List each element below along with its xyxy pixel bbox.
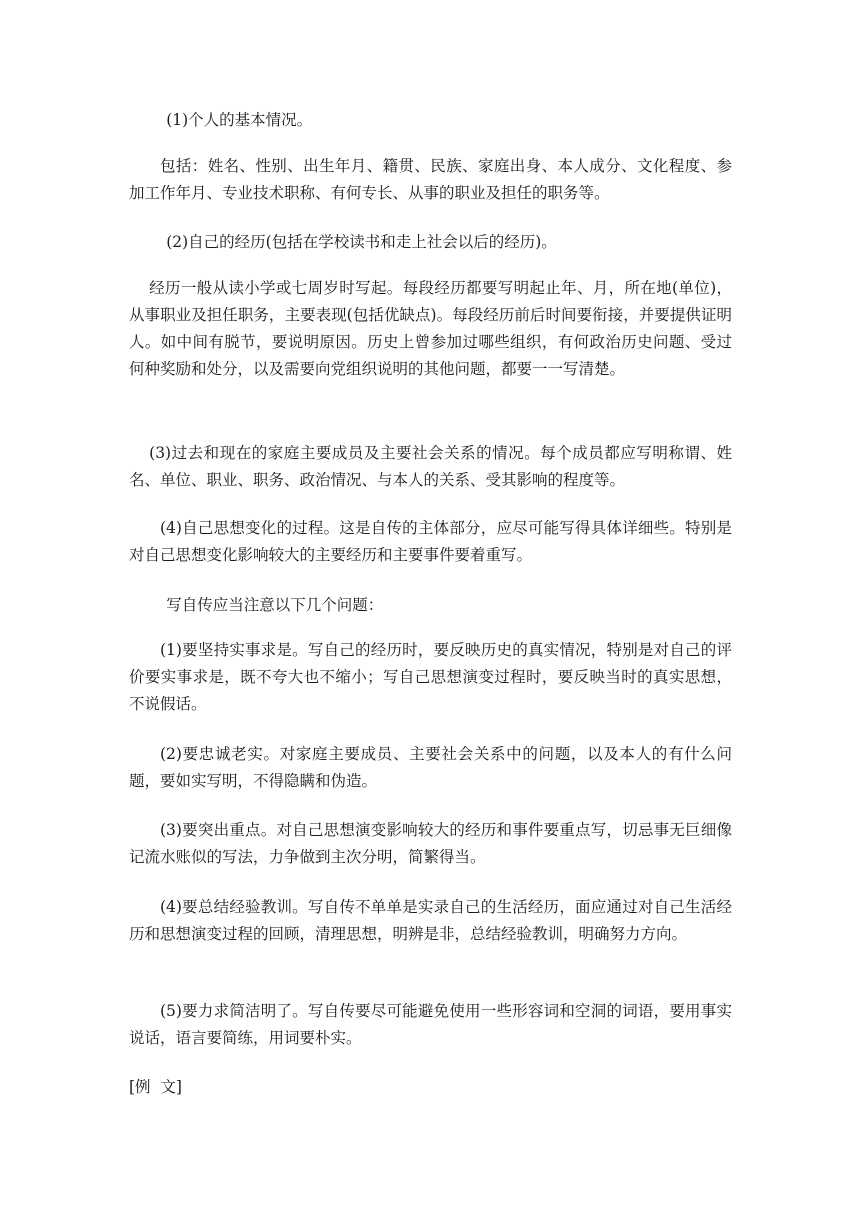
paragraph-note-2: (2)要忠诚老实。对家庭主要成员、主要社会关系中的问题，以及本人的有什么问题，要如实写明，不得隐瞒和伪造。 <box>129 745 732 790</box>
example-text-heading: [例 文] <box>129 1078 182 1096</box>
paragraph-note-1: (1)要坚持实事求是。写自己的经历时，要反映历史的真实情况，特别是对自己的评价要实事求是，既不夸大也不缩小；写自己思想演变过程时，要反映当时的真实思想，不说假话。 <box>129 641 732 713</box>
paragraph-note-4: (4)要总结经验教训。写自传不单单是实录自己的生活经历，面应通过对自己生活经历和思想演变过程的回顾，清理思想，明辨是非，总结经验教训，明确努力方向。 <box>129 898 732 943</box>
paragraph-note-5: (5)要力求简洁明了。写自传要尽可能避免使用一些形容词和空洞的词语，要用事实说话，语言要简练，用词要朴实。 <box>129 1002 732 1047</box>
paragraph-basic-info-body: 包括：姓名、性别、出生年月、籍贯、民族、家庭出身、本人成分、文化程度、参加工作年月、专业技术职称、有何专长、从事的职业及担任的职务等。 <box>129 157 732 202</box>
paragraph-basic-info-heading: (1)个人的基本情况。 <box>166 111 313 129</box>
paragraph-experience-body: 经历一般从读小学或七周岁时写起。每段经历都要写明起止年、月，所在地(单位)，从事职业及担任职务，主要表现(包括优缺点)。每段经历前后时间要衔接，并要提供证明人。如中间有脱节，要说明原因。历史上曾参加过哪些组织，有何政治历史问题、受过何种奖励和处分，以及需要向党组织说明的其他问题，都要一一写清楚。 <box>129 279 732 378</box>
paragraph-thought-process: (4)自己思想变化的过程。这是自传的主体部分，应尽可能写得具体详细些。特别是对自己思想变化影响较大的主要经历和主要事件要着重写。 <box>129 519 732 564</box>
paragraph-experience-heading: (2)自己的经历(包括在学校读书和走上社会以后的经历)。 <box>166 233 557 251</box>
paragraph-notes-heading: 写自传应当注意以下几个问题： <box>166 596 384 614</box>
paragraph-note-3: (3)要突出重点。对自己思想演变影响较大的经历和事件要重点写，切忌事无巨细像记流水账似的写法，力争做到主次分明，简繁得当。 <box>129 821 732 866</box>
paragraph-family-relations: (3)过去和现在的家庭主要成员及主要社会关系的情况。每个成员都应写明称谓、姓名、单位、职业、职务、政治情况、与本人的关系、受其影响的程度等。 <box>129 444 732 489</box>
